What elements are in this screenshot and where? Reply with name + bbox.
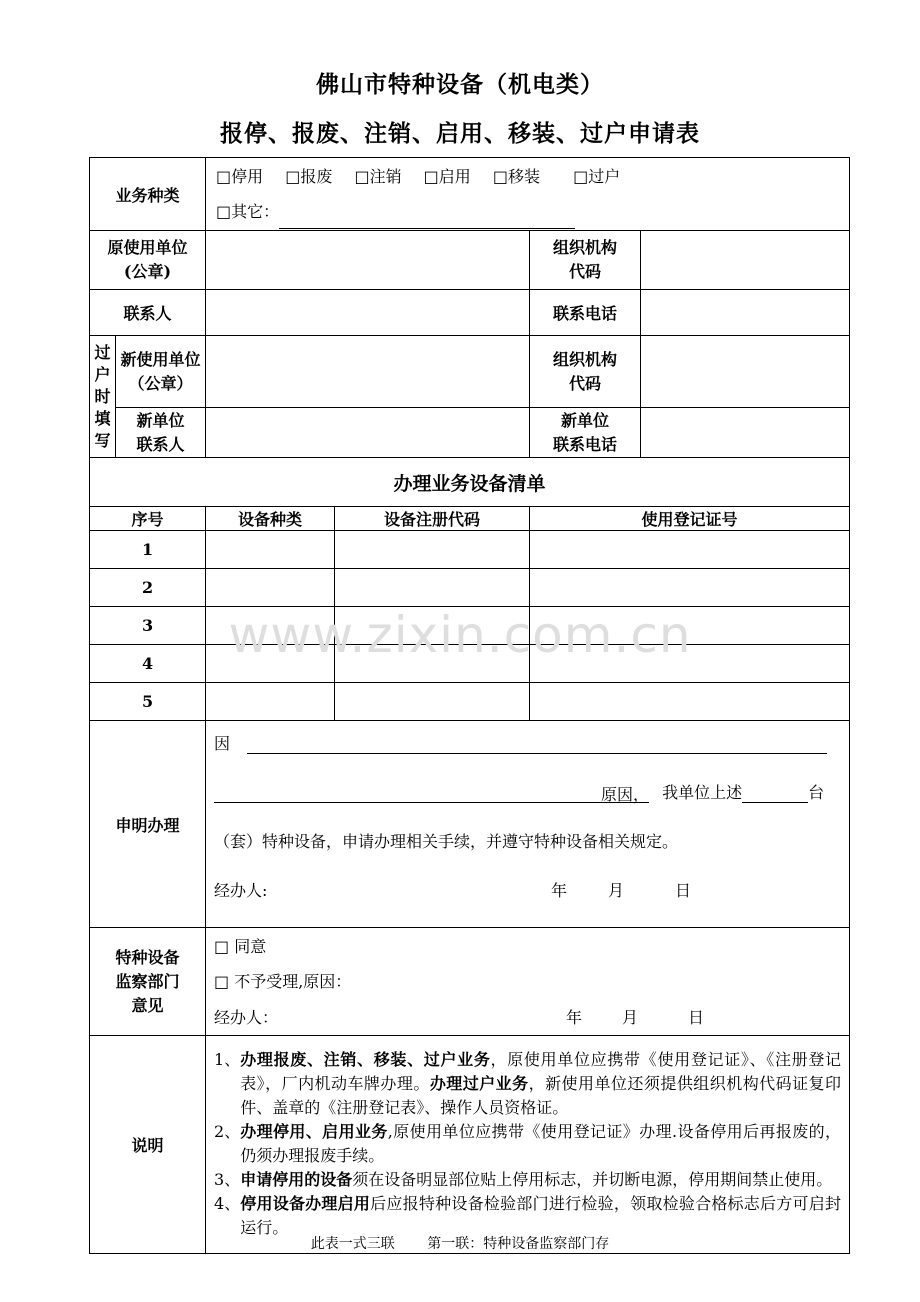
row-seq: 1 xyxy=(90,531,206,569)
other-input-line[interactable] xyxy=(279,210,575,229)
row-seq: 2 xyxy=(90,569,206,607)
declaration-handler-line xyxy=(214,878,841,927)
supervision-handler-line xyxy=(214,1005,841,1035)
supervision-content xyxy=(206,928,850,1036)
business-type-label: 业务种类 xyxy=(90,158,206,231)
new-contact-field[interactable] xyxy=(206,408,530,458)
application-form-table xyxy=(89,157,850,1254)
agree-checkbox[interactable]: □ 同意 xyxy=(214,937,267,956)
equip-type-cell[interactable] xyxy=(206,683,335,721)
reason-input-line-2[interactable] xyxy=(214,782,649,803)
option-enable[interactable]: □启用 xyxy=(423,167,471,186)
business-type-row xyxy=(90,158,850,231)
business-type-options xyxy=(206,158,850,231)
option-transfer[interactable]: □过户 xyxy=(573,167,621,186)
reject-checkbox[interactable]: □ 不予受理,原因： xyxy=(214,972,352,991)
contact-label: 联系人 xyxy=(90,290,206,336)
note-item: 3、 申请停用的设备须在设备明显部位贴上停用标志，并切断电源，停用期间禁止使用。 xyxy=(214,1169,833,1189)
option-cancel[interactable]: □注销 xyxy=(354,167,402,186)
supervision-row xyxy=(90,928,850,1036)
contact-phone-field[interactable] xyxy=(641,290,850,336)
declaration-content xyxy=(206,721,850,928)
new-phone-label: 新单位 联系电话 xyxy=(530,408,641,458)
contact-row xyxy=(90,290,850,336)
declaration-line-1 xyxy=(214,731,841,780)
col-header-seq: 序号 xyxy=(90,507,206,531)
new-unit-row xyxy=(90,336,850,408)
supervision-label: 特种设备 监察部门 意见 xyxy=(90,928,206,1036)
first-copy-note: 第一联：特种设备监察部门存 xyxy=(427,1236,610,1252)
reason-text: 原因， xyxy=(601,785,650,804)
reg-code-cell[interactable] xyxy=(335,569,530,607)
org-code-field[interactable] xyxy=(641,231,850,290)
cert-no-cell[interactable] xyxy=(530,683,850,721)
equipment-list-title: 办理业务设备清单 xyxy=(90,458,850,507)
handler-label: 经办人: xyxy=(214,881,268,900)
form-title-line2: 报停、报废、注销、启用、移装、过户申请表 xyxy=(220,120,700,147)
notes-label: 说明 xyxy=(90,1036,206,1254)
supervision-day-label: 日 xyxy=(688,1008,705,1027)
option-suspend[interactable]: □停用 xyxy=(216,167,264,186)
option-other[interactable]: □其它： xyxy=(216,202,280,221)
contact-phone-label: 联系电话 xyxy=(530,290,641,336)
form-footer xyxy=(0,1233,920,1253)
new-contact-row xyxy=(90,408,850,458)
year-label: 年 xyxy=(551,881,568,900)
row-seq: 3 xyxy=(90,607,206,645)
declaration-label: 申明办理 xyxy=(90,721,206,928)
option-relocate[interactable]: □移装 xyxy=(492,167,541,186)
declaration-line-2 xyxy=(214,780,841,829)
note-item: 4、 停用设备办理启用后应报特种设备检验部门进行检验，领取检验合格标志后方可启封运行。 xyxy=(214,1193,842,1237)
row-seq: 5 xyxy=(90,683,206,721)
supervision-handler-label: 经办人： xyxy=(214,1008,279,1027)
reg-code-cell[interactable] xyxy=(335,531,530,569)
col-header-reg-code: 设备注册代码 xyxy=(335,507,530,531)
col-header-cert-no: 使用登记证号 xyxy=(530,507,850,531)
new-unit-label: 新使用单位 （公章） xyxy=(116,336,206,408)
org-code-label: 组织机构 代码 xyxy=(530,231,641,290)
original-unit-row xyxy=(90,231,850,290)
cert-no-cell[interactable] xyxy=(530,531,850,569)
because-text: 因 xyxy=(214,734,231,753)
cert-no-cell[interactable] xyxy=(530,569,850,607)
new-org-code-label: 组织机构 代码 xyxy=(530,336,641,408)
original-unit-field[interactable] xyxy=(206,231,530,290)
declaration-row xyxy=(90,721,850,928)
reg-code-cell[interactable] xyxy=(335,683,530,721)
quantity-input-line[interactable] xyxy=(742,784,808,803)
table-row xyxy=(90,683,850,721)
form-title-line1: 佛山市特种设备（机电类） xyxy=(316,71,604,98)
new-org-code-field[interactable] xyxy=(641,336,850,408)
equip-type-cell[interactable] xyxy=(206,569,335,607)
watermark: www.zixin.com.cn xyxy=(228,606,692,664)
note-item: 2、 办理停用、启用业务,原使用单位应携带《使用登记证》办理.设备停用后再报废的，仍须办理报废手续。 xyxy=(214,1121,842,1165)
declaration-line-3: （套）特种设备，申请办理相关手续，并遵守特种设备相关规定。 xyxy=(214,832,679,851)
new-phone-field[interactable] xyxy=(641,408,850,458)
note-item: 1、 办理报废、注销、移装、过户业务，原使用单位应携带《使用登记证》、《注册登记表》，厂内机动车牌办理。办理过户业务，新使用单位还须提供组织机构代码证复印件、盖章的《注册登记表》、操作人员资格证。 xyxy=(214,1049,842,1117)
equip-type-cell[interactable] xyxy=(206,531,335,569)
table-row xyxy=(90,569,850,607)
new-contact-label: 新单位 联系人 xyxy=(116,408,206,458)
new-unit-field[interactable] xyxy=(206,336,530,408)
notes-content xyxy=(206,1036,850,1254)
our-unit-text: 我单位上述 xyxy=(662,783,743,802)
contact-field[interactable] xyxy=(206,290,530,336)
equipment-list-title-row xyxy=(90,458,850,507)
unit-sets-text: 台 xyxy=(808,783,825,802)
row-seq: 4 xyxy=(90,645,206,683)
transfer-side-label: 过 户 时 填 写 xyxy=(90,336,116,458)
notes-row xyxy=(90,1036,850,1254)
supervision-month-label: 月 xyxy=(622,1008,639,1027)
month-label: 月 xyxy=(608,881,625,900)
reason-input-line[interactable] xyxy=(247,735,827,754)
table-row xyxy=(90,531,850,569)
supervision-year-label: 年 xyxy=(566,1008,583,1027)
col-header-equip-type: 设备种类 xyxy=(206,507,335,531)
original-unit-label: 原使用单位 (公章) xyxy=(90,231,206,290)
option-scrap[interactable]: □报废 xyxy=(285,167,333,186)
equipment-list-header xyxy=(90,507,850,531)
copies-note: 此表一式三联 xyxy=(310,1236,395,1252)
day-label: 日 xyxy=(675,881,692,900)
